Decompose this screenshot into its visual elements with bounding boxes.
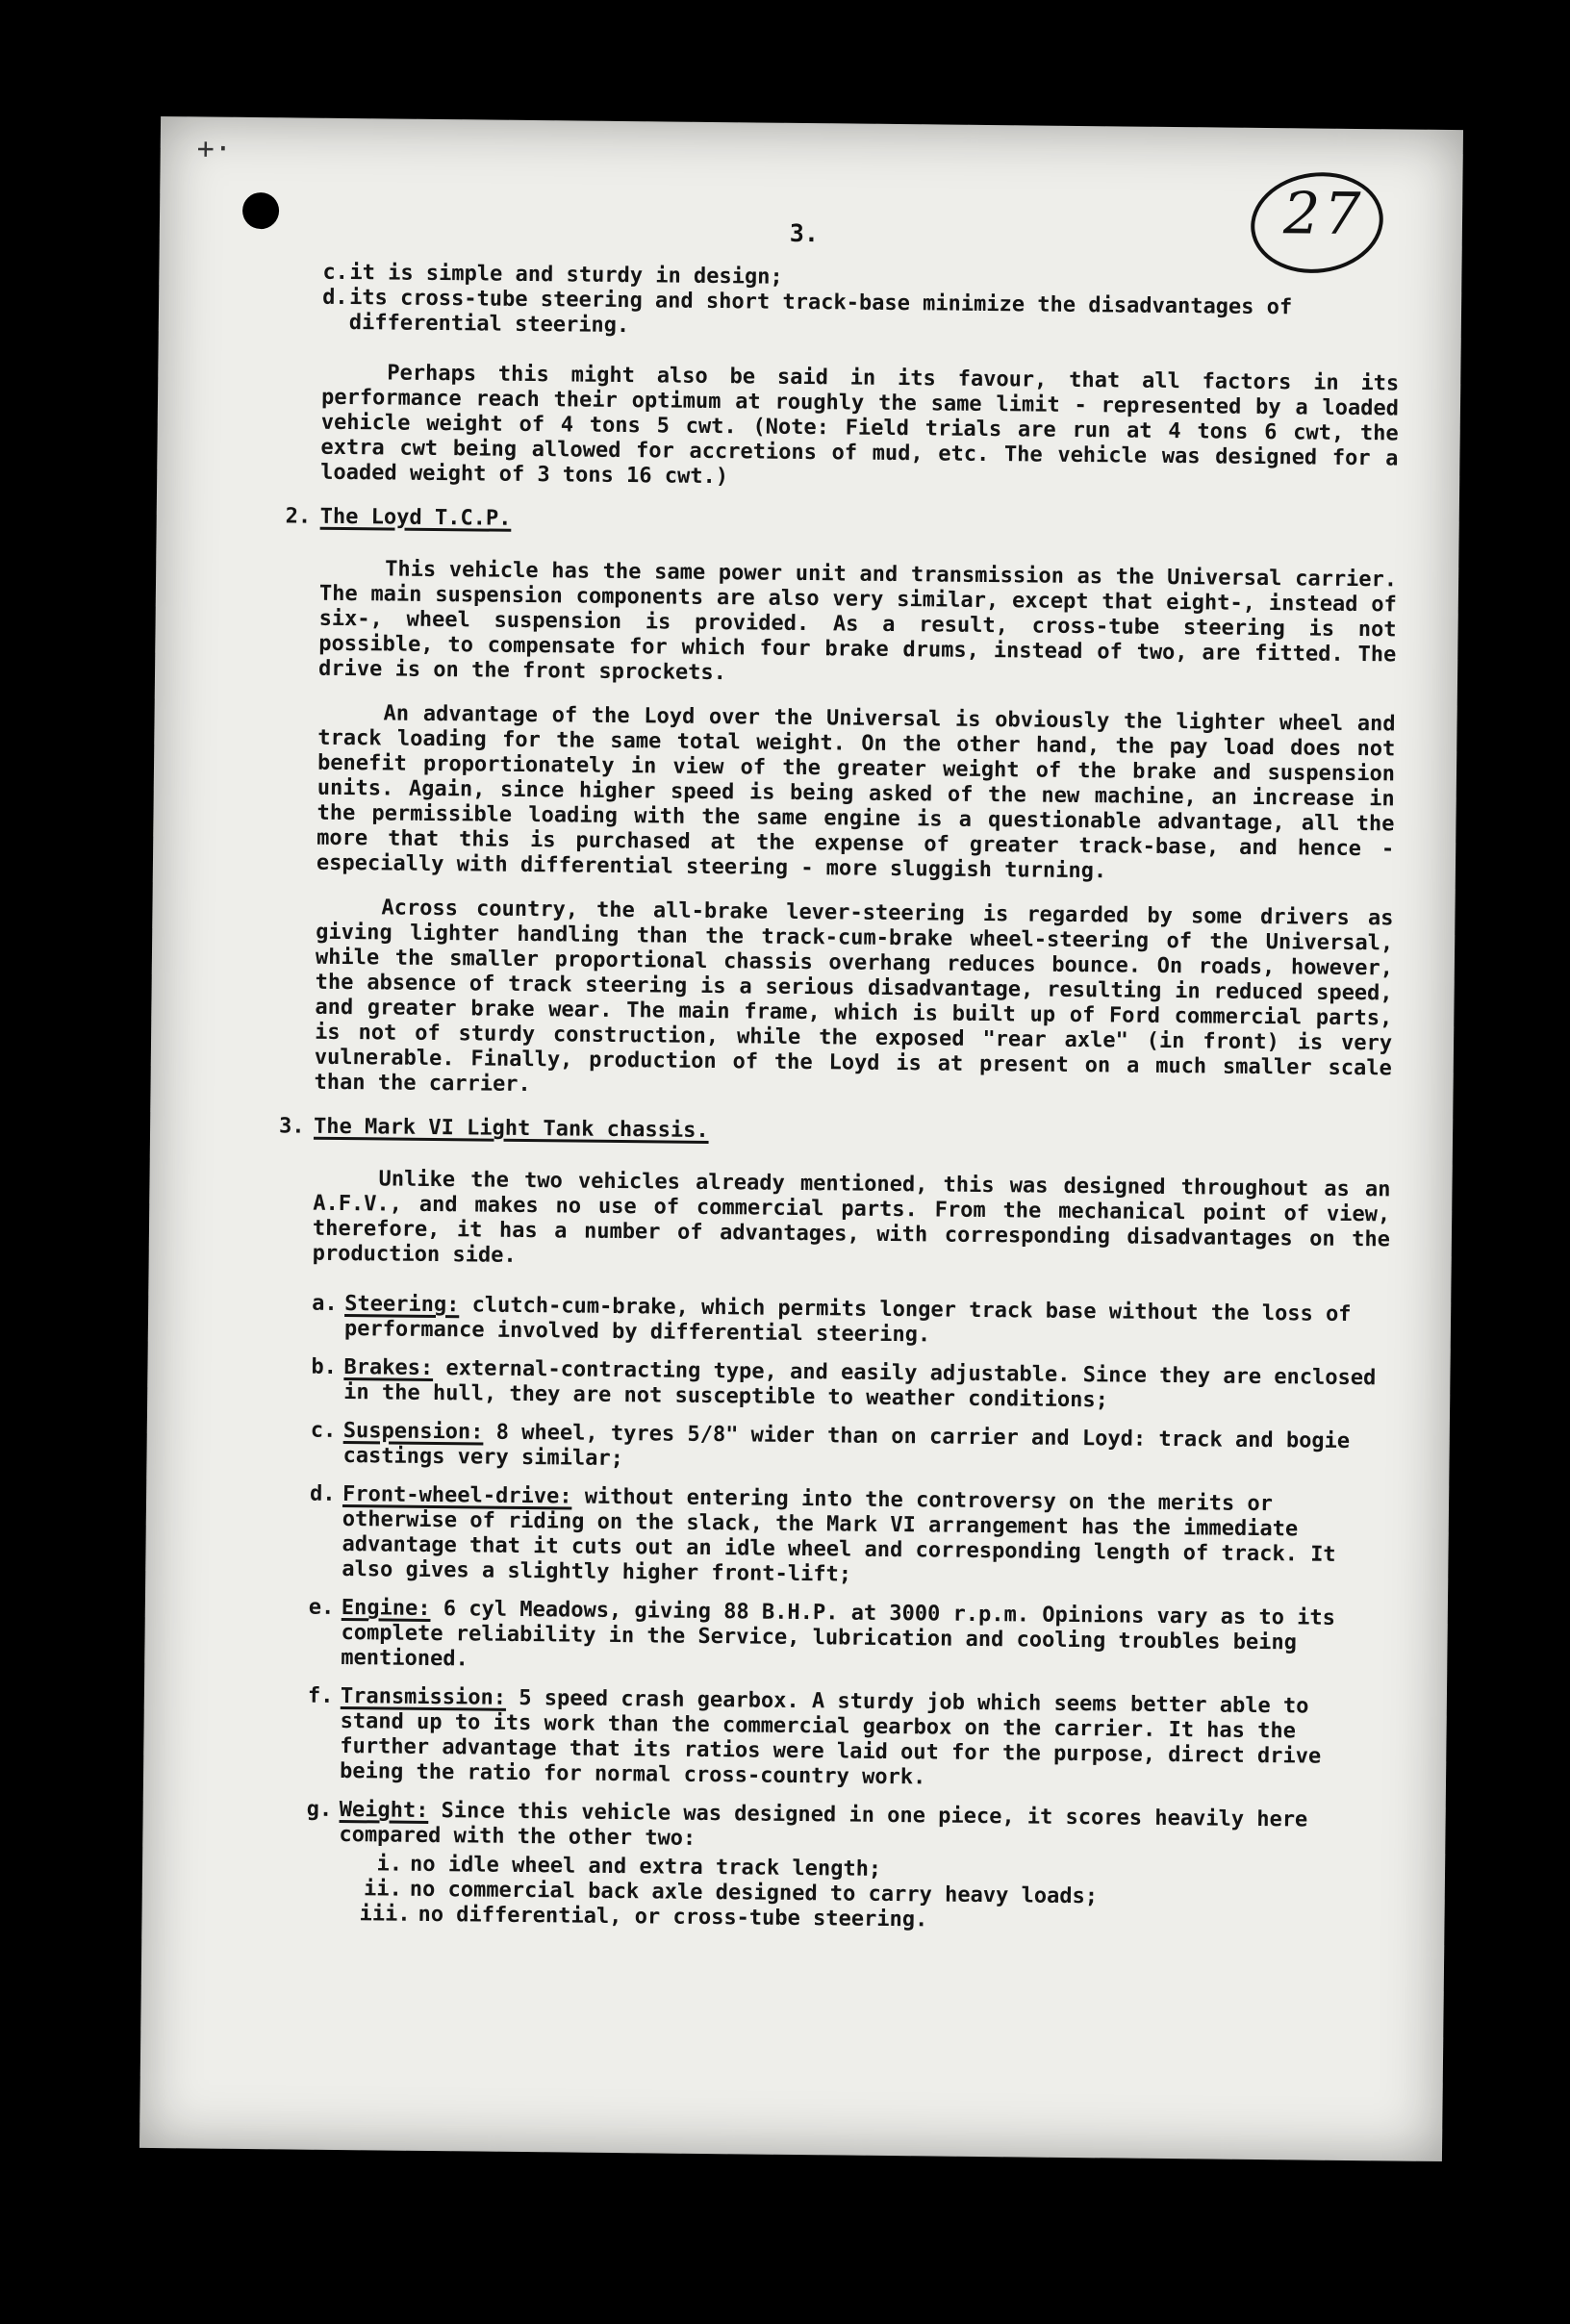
document-page [139, 116, 1463, 2161]
list-item [312, 1292, 1389, 1353]
item-body: without entering into the controversy on the merits or otherwise of riding on the slack, the Mark VI arrangement has the immediate advantage that it cuts out an idle wheel and corresponding length of track. It also gives a slightly higher front-lift; [342, 1484, 1336, 1587]
list-item [310, 1419, 1387, 1480]
list-text: its cross-tube steering and short track-base minimize the disadvantages of differential steering. [348, 286, 1293, 339]
list-marker: d. [322, 285, 348, 311]
list-marker: iii. [359, 1902, 411, 1927]
punch-hole [242, 192, 279, 229]
list-text [339, 1798, 1383, 1858]
list-text: it is simple and sturdy in design; [349, 261, 783, 290]
item-body: 5 speed crash gearbox. A sturdy job which seems better able to stand up to its work than the commercial gearbox on the carrier. It has the further advantage that its ratios were laid out for the purpose, direct drive being the ratio for normal cross-country work. [339, 1685, 1322, 1790]
item-heading: Transmission: [340, 1684, 507, 1710]
item-body: external-contracting type, and easily adjustable. Since they are enclosed in the hull, they are not susceptible to weather conditions; [343, 1356, 1377, 1413]
list-text [342, 1482, 1387, 1593]
list-item [311, 1355, 1388, 1417]
paragraph: This vehicle has the same power unit and transmission as the Universal carrier. The main suspension components are also very similar, except that eight-, instead of six-, wheel suspension is provided. As a result, cross-tube steering is not possible, to compensate for which four brake drums, instead of two, are fitted. The drive is on the front sprockets. [317, 557, 1398, 686]
paragraph: An advantage of the Loyd over the Universal is obviously the lighter wheel and track loading for the same total weight. On the other hand, the pay load does not benefit proportionately in view of the greater weight of the brake and suspension units. Again, since higher speed is being asked of the new machine, an increase in the permissible loading with the same engine is a questionable advantage, all the more that this is purchased at the expense of greater track-base, and hence - especially with differential steering - more sluggish turning. [316, 701, 1396, 884]
list-item [309, 1482, 1387, 1594]
intro-paragraph: Perhaps this might also be said in its favour, that all factors in its performance reach their optimum at roughly the same limit - represented by a loaded vehicle weight of 4 tons 5 cwt. (Note: Field trials are run at 4 tons 6 cwt, the extra cwt being allowed for accretions of mud, etc. The vehicle was designed for a loaded weight of 3 tons 16 cwt.) [320, 361, 1400, 490]
list-marker: ii. [363, 1877, 402, 1902]
list-marker: d. [309, 1481, 336, 1506]
item-heading: Steering: [344, 1292, 460, 1318]
item-heading: Weight: [339, 1798, 429, 1823]
corner-mark-icon: +· [196, 132, 233, 166]
list-marker: f. [307, 1683, 334, 1708]
list-marker: e. [308, 1595, 335, 1620]
list-item [308, 1596, 1386, 1682]
list-text [343, 1355, 1388, 1416]
list-text [344, 1292, 1389, 1352]
item-body: clutch-cum-brake, which permits longer track base without the loss of performance involved by differential steering. [343, 1293, 1352, 1348]
section-title: The Loyd T.C.P. [319, 504, 512, 531]
list-text: no idle wheel and extra track length; [409, 1852, 882, 1882]
item-heading: Front-wheel-drive: [342, 1482, 572, 1509]
paragraph: Unlike the two vehicles already mentioned, this was designed throughout as an A.F.V., and makes no use of commercial parts. From the mechanical point of view, therefore, it has a number of advantages, with corresponding disadvantages on the production side. [312, 1167, 1391, 1268]
list-marker: g. [306, 1797, 333, 1822]
page-number: 3. [789, 218, 820, 248]
reference-number: 27 [1282, 180, 1365, 249]
item-heading: Engine: [341, 1596, 431, 1621]
paragraph: Across country, the all-brake lever-steering is regarded by some drivers as giving lighter handling than the track-cum-brake wheel-steering of the Universal, while the smaller proportional chassis overhang reduces bounce. On roads, however, the absence of track steering is a serious disadvantage, resulting in reduced speed, and greater brake wear. The main frame, which is built up of Ford commercial parts, is not of sturdy construction, while the exposed "rear axle" (in front) is very vulnerable. Finally, production of the Loyd is at present on a much smaller scale than the carrier. [314, 896, 1394, 1098]
item-body: Since this vehicle was designed in one piece, it scores heavily here compared with the other two: [339, 1798, 1308, 1851]
list-marker: c. [322, 260, 349, 286]
item-body: 6 cyl Meadows, giving 88 B.H.P. at 3000 r.p.m. Opinions vary as to its complete reliability in the Service, lubrication and cooling troubles being mentioned. [341, 1596, 1336, 1672]
section-number: 2. [285, 504, 312, 529]
item-body: 8 wheel, tyres 5/8" wider than on carrier and Loyd: track and bogie castings very similar; [342, 1420, 1351, 1472]
list-marker: b. [311, 1354, 338, 1379]
list-text [341, 1596, 1386, 1681]
list-item [322, 286, 1400, 347]
list-item [307, 1684, 1385, 1796]
list-marker: a. [312, 1291, 338, 1316]
section-heading [279, 1114, 1391, 1150]
section-heading [286, 504, 1398, 541]
item-heading: Suspension: [342, 1419, 484, 1445]
list-text: no differential, or cross-tube steering. [418, 1902, 928, 1932]
list-text: no commercial back axle designed to carry heavy loads; [409, 1877, 1099, 1909]
item-heading: Brakes: [343, 1355, 434, 1381]
list-text [340, 1684, 1385, 1795]
list-text [342, 1419, 1387, 1479]
document-body [278, 260, 1400, 1938]
section-number: 3. [278, 1114, 305, 1139]
list-item [306, 1798, 1383, 1859]
list-marker: c. [310, 1418, 337, 1443]
section-title: The Mark VI Light Tank chassis. [313, 1114, 709, 1143]
list-marker: i. [376, 1852, 403, 1877]
